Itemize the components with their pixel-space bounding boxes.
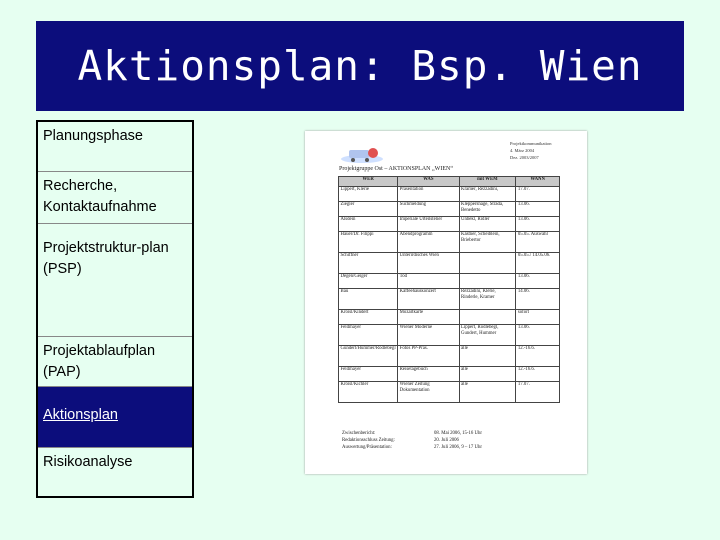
table-cell: 17.07. <box>516 382 560 403</box>
table-cell: Mozartkarte <box>398 310 459 325</box>
table-cell: Wiener Zeitung Dokumentation <box>398 382 459 403</box>
table-cell: Reisetagebuch <box>398 367 459 382</box>
col-header-wann: WANN <box>516 177 560 187</box>
table-cell: 13.06. <box>516 325 560 346</box>
table-cell: 05.05. Auswahl <box>516 232 560 253</box>
table-cell: 14.06. <box>516 289 560 310</box>
table-cell: Hauer/Dr. Filippi <box>339 232 398 253</box>
table-cell: Lippert, Rodlebegl, Gundert, Hummer <box>459 325 516 346</box>
table-cell: 17.07. <box>516 187 560 202</box>
table-row <box>339 310 560 325</box>
footer-key: Auswertung/Präsentation: <box>342 444 392 450</box>
aktionsplan-document <box>305 131 587 474</box>
table-cell: 13.06. <box>516 274 560 289</box>
phase-risikoanalyse[interactable]: Risikoanalyse <box>43 454 133 470</box>
meta-line: Dez. 2003/2007 <box>510 154 539 160</box>
table-cell: Lippert, Klerie <box>339 187 398 202</box>
phase-list <box>36 120 194 498</box>
table-row <box>339 217 560 232</box>
table-row <box>339 382 560 403</box>
table-cell: 05.05./ 14.05.06. <box>516 253 560 274</box>
table-cell: Tod <box>398 274 459 289</box>
table-cell: Abendprogramm <box>398 232 459 253</box>
table-cell: Imperiale Urteilstelier <box>398 217 459 232</box>
table-row <box>339 202 560 217</box>
document-title: Projektgruppe Ost – AKTIONSPLAN „WIEN“ <box>339 166 453 172</box>
table-row <box>339 274 560 289</box>
table-row <box>339 253 560 274</box>
col-header-was: WAS <box>398 177 459 187</box>
action-table <box>338 176 560 403</box>
footer-key: Redaktionsschluss Zeitung: <box>342 437 395 443</box>
phase-recherche[interactable]: Recherche, Kontaktaufnahme <box>38 172 192 224</box>
table-cell <box>459 253 516 274</box>
footer-value: 20. Juli 2006 <box>434 437 459 443</box>
table-cell: Kaffeehauskonzert <box>398 289 459 310</box>
table-cell: Degen/Geiger <box>339 274 398 289</box>
table-cell: alle <box>459 346 516 367</box>
table-cell: Kleppershage, Strada, Benedetto <box>459 202 516 217</box>
table-row <box>339 367 560 382</box>
col-header-mit-wem: mit WEM <box>459 177 516 187</box>
table-row <box>339 232 560 253</box>
table-cell: Feldmayer <box>339 325 398 346</box>
meta-line: 4. März 2004 <box>510 147 535 153</box>
meta-line: Projektkommunikation <box>510 141 552 146</box>
table-cell: alle <box>459 382 516 403</box>
table-cell: Kroisl/Kichler <box>339 382 398 403</box>
table-cell: Feldmayer <box>339 367 398 382</box>
footer-value: 27. Juli 2006, 9 – 17 Uhr <box>434 444 482 450</box>
phase-aktionsplan[interactable]: Aktionsplan <box>38 387 192 448</box>
table-cell: Suchmeldung <box>398 202 459 217</box>
table-row <box>339 325 560 346</box>
footer-key: Zwischenbericht: <box>342 431 376 436</box>
table-cell: 13.06. <box>516 217 560 232</box>
footer-value: 08. Mai 2006, 15-16 Uhr <box>434 431 482 436</box>
table-cell: Rezzadini, Klerie, Rinderle, Kramer <box>459 289 516 310</box>
phase-pap[interactable]: Projektablaufplan (PAP) <box>38 337 192 387</box>
table-cell: Schiffner <box>339 253 398 274</box>
table-cell: Präsentation <box>398 187 459 202</box>
table-cell: sofort <box>516 310 560 325</box>
footer-row <box>342 431 562 438</box>
table-cell: Alsdein <box>339 217 398 232</box>
table-cell: Fotos PP-Präs. <box>398 346 459 367</box>
logo-icon <box>339 145 385 165</box>
phase-planungsphase[interactable]: Planungsphase <box>38 122 192 172</box>
col-header-wer: WER <box>339 177 398 187</box>
table-cell <box>459 274 516 289</box>
table-cell: 12.-16.6. <box>516 367 560 382</box>
table-cell: Bau <box>339 289 398 310</box>
footer-row <box>342 445 562 452</box>
table-cell: Kramer, Rezzadini, <box>459 187 516 202</box>
table-cell: Kästner, Scheiblein, Briebertor <box>459 232 516 253</box>
table-row <box>339 187 560 202</box>
slide-title: Aktionsplan: Bsp. Wien <box>36 21 684 111</box>
table-row <box>339 346 560 367</box>
document-meta <box>510 141 582 161</box>
table-cell: Wiener Moderne <box>398 325 459 346</box>
phase-psp[interactable]: Projektstruktur-plan (PSP) <box>38 224 192 337</box>
table-cell: Kroisl/Kindert <box>339 310 398 325</box>
table-cell <box>459 310 516 325</box>
table-cell: Gundert/Hummer/Rodlebegl <box>339 346 398 367</box>
table-cell: Unbekl, Ridler <box>459 217 516 232</box>
table-cell: Ziegler <box>339 202 398 217</box>
document-footer <box>342 431 562 452</box>
footer-row <box>342 438 562 445</box>
table-row <box>339 289 560 310</box>
table-cell: 13.06. <box>516 202 560 217</box>
table-cell: alle <box>459 367 516 382</box>
table-cell: 12.-16.6. <box>516 346 560 367</box>
table-cell: Unterirdisches Wien <box>398 253 459 274</box>
